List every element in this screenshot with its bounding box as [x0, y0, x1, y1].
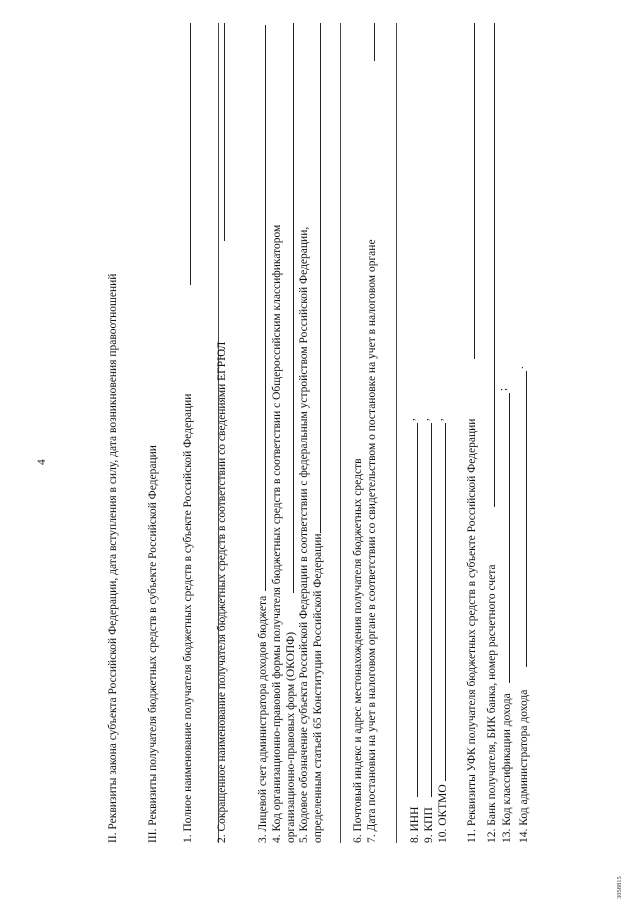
- item-13-field[interactable]: [509, 393, 510, 683]
- item-11-label: 11. Реквизиты УФК получателя бюджетных средств в субъекте Российской Федерации: [466, 418, 478, 843]
- item-2-field[interactable]: [224, 23, 225, 241]
- item-3-field[interactable]: [265, 25, 266, 591]
- item-1-field[interactable]: [190, 23, 191, 285]
- item-7-label: 7. Дата постановки на учет в налоговом органе в соответствии со свидетельством о постановке на учет в налоговом органе: [366, 239, 378, 843]
- item-5-field-line2[interactable]: [340, 23, 341, 843]
- oktmo-comma: ,: [433, 418, 445, 421]
- item-5-label-line2: определенным статьей 65 Конституции Российской Федерации: [312, 533, 324, 843]
- item-4-field[interactable]: [293, 23, 294, 593]
- item-5-label-line1: 5. Кодовое обозначение субъекта Российской Федерации в соответствии с федеральным устройством Российской Федерации,: [298, 226, 310, 843]
- page-number: 4: [36, 459, 48, 465]
- item-3-label: 3. Лицевой счет администратора доходов бюджета: [257, 595, 269, 843]
- item-4-label-line1: 4. Код организационно-правовой формы получателя бюджетных средств в соответствии с Общероссийским классификатором: [271, 224, 283, 843]
- section-3-title: III. Реквизиты получателя бюджетных средств в субъекте Российской Федерации: [147, 445, 159, 843]
- item-4-label-line2: организационно-правовых форм (ОКОПФ): [285, 631, 297, 843]
- item-14-field[interactable]: [526, 371, 527, 667]
- item-12-field[interactable]: [494, 23, 495, 507]
- item-13-label: 13. Код классификации дохода: [501, 693, 513, 843]
- kpp-field[interactable]: [431, 423, 432, 797]
- item-7-field[interactable]: [374, 23, 375, 61]
- item-11-field[interactable]: [474, 23, 475, 359]
- item-2-label: 2. Сокращенное наименование получателя бюджетных средств в соответствии со сведениями ЕГРЮЛ: [216, 341, 228, 843]
- section-2-title: II. Реквизиты закона субъекта Российской Федерации, дата вступления в силу, дата возникновения правоотношений: [107, 273, 119, 843]
- item-14-period: .: [514, 366, 526, 369]
- item-9-label: 9. КПП: [423, 807, 435, 843]
- item-6-label: 6. Почтовый индекс и адрес местонахождения получателя бюджетных средств: [352, 458, 364, 843]
- kpp-comma: ,: [419, 418, 431, 421]
- item-1-label: 1. Полное наименование получателя бюджетных средств в субъекте Российской Федерации: [182, 393, 194, 843]
- inn-comma: ,: [405, 418, 417, 421]
- item-8-label: 8. ИНН: [409, 806, 421, 843]
- inn-field[interactable]: [417, 423, 418, 797]
- oktmo-field[interactable]: [445, 423, 446, 781]
- item-13-semicolon: ;: [497, 387, 509, 391]
- item-12-label: 12. Банк получателя, БИК банка, номер расчетного счета: [486, 564, 498, 843]
- item-10-label: 10. ОКТМО: [437, 784, 449, 843]
- item-5-field[interactable]: [320, 23, 321, 533]
- document-code: 3058815: [616, 876, 623, 899]
- item-14-label: 14. Код администратора дохода: [518, 689, 530, 843]
- item-7-field-line2[interactable]: [396, 23, 397, 843]
